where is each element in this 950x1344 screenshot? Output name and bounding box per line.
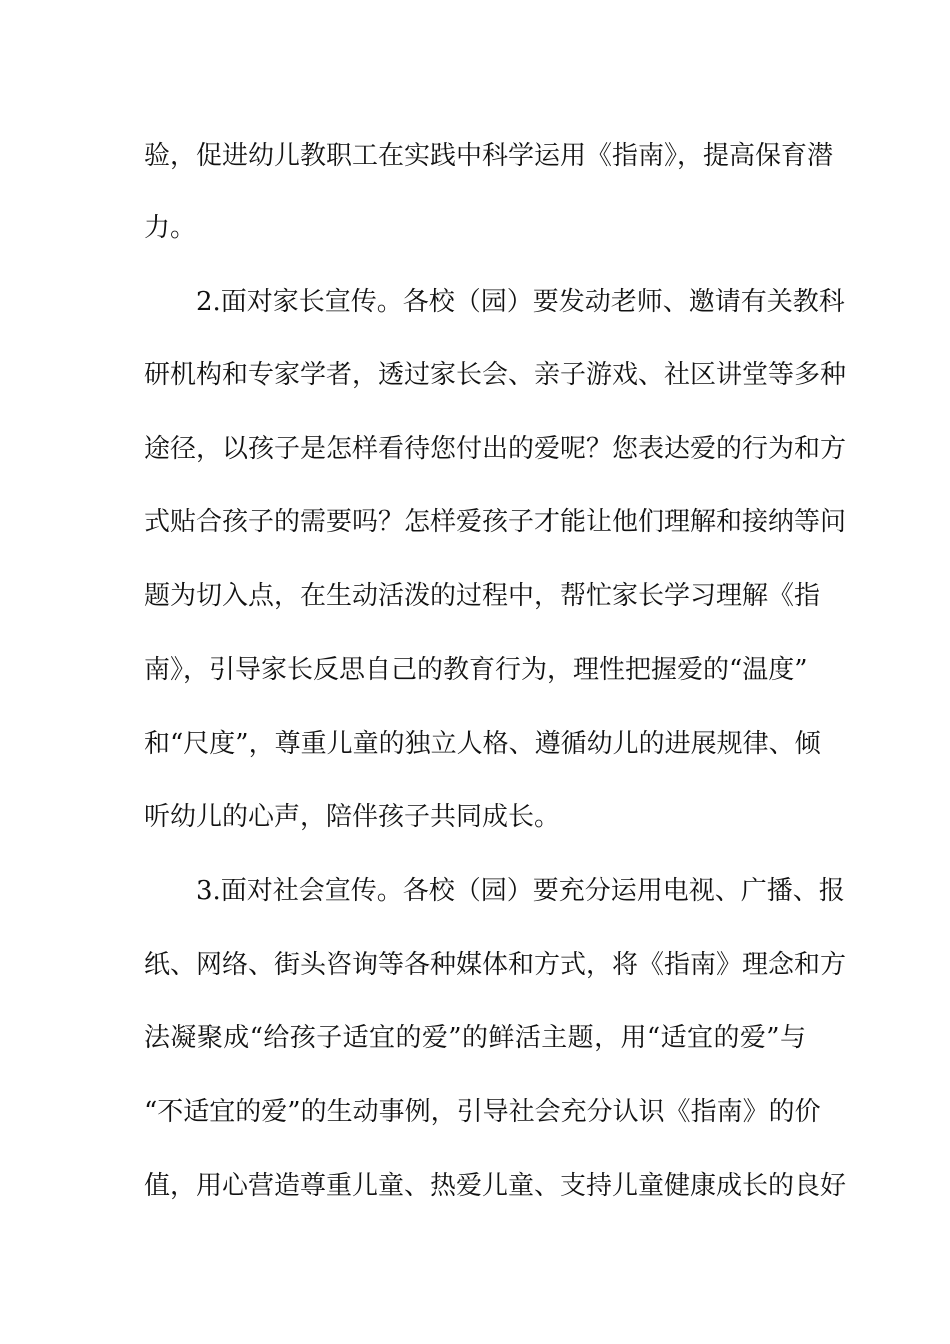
text-line-10: 听幼儿的心声，陪伴孩子共同成长。 (144, 802, 561, 832)
text-line-6: 式贴合孩子的需要吗？怎样爱孩子才能让他们理解和接纳等问 (144, 507, 847, 537)
text-line-2: 力。 (144, 213, 197, 243)
text-line-12: 纸、网络、街头咨询等各种媒体和方式，将《指南》理念和方 (144, 950, 847, 980)
text-line-15: 值，用心营造尊重儿童、热爱儿童、支持儿童健康成长的良好 (144, 1171, 847, 1201)
text-line-14: “不适宜的爱”的生动事例，引导社会充分认识《指南》的价 (144, 1097, 821, 1127)
text-line-7: 题为切入点，在生动活泼的过程中，帮忙家长学习理解《指 (144, 581, 821, 611)
text-line-3: 2.面对家长宣传。各校（园）要发动老师、邀请有关教科 (196, 287, 845, 317)
text-line-13: 法凝聚成“给孩子适宜的爱”的鲜活主题，用“适宜的爱”与 (144, 1023, 806, 1053)
text-line-9: 和“尺度”，尊重儿童的独立人格、遵循幼儿的进展规律、倾 (144, 729, 821, 759)
text-line-1: 验，促进幼儿教职工在实践中科学运用《指南》，提高保育潜 (144, 141, 834, 171)
text-line-11: 3.面对社会宣传。各校（园）要充分运用电视、广播、报 (196, 876, 845, 906)
text-line-5: 途径，以孩子是怎样看待您付出的爱呢？您表达爱的行为和方 (144, 434, 847, 464)
text-line-8: 南》，引导家长反思自己的教育行为，理性把握爱的“温度” (144, 655, 808, 685)
text-line-4: 研机构和专家学者，透过家长会、亲子游戏、社区讲堂等多种 (144, 360, 847, 390)
